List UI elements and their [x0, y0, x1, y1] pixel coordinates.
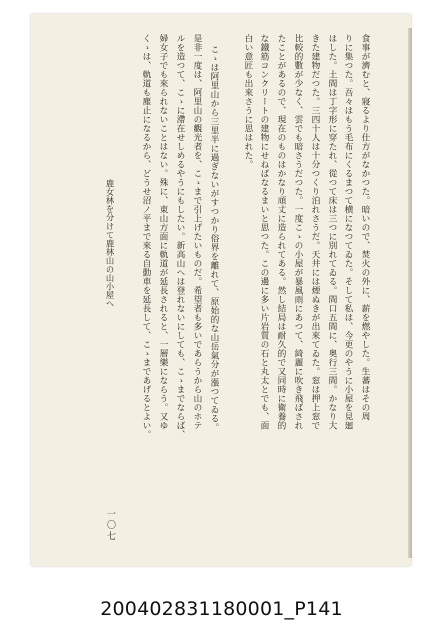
text-column: 婦女子でも來られないことはない。殊に、東山方面に軌道が延長されると、一層樂にならう。又ゆ: [158, 34, 168, 430]
text-column: こゝは阿里山から三里半に過ぎないがすつかり俗界を離れて、原始的な山岳氣分が漲つてゐる。: [209, 45, 219, 432]
text-column: りに集つた。吾々はもう毛布にくるまつて横になつてゐた。そして私は、今更のやうに小屋を見廻: [343, 34, 353, 430]
text-column: きた建物だつた。三四十人は十分つくり泊れさうだ。天井には煙ぬきが出來てゐた。窓は押上窓で: [310, 34, 320, 430]
text-column: 是非一度は、阿里山の觀光者を、こゝまで引上げたいものだ。希望者も多いであらうから山のホテ: [192, 34, 202, 430]
text-column: ルを造つて、こゝに滯在せしめるやうにもしたい。新高山へは登れないにしても、こゝまでならば、: [175, 34, 185, 439]
text-column: 比較的數が少なく、雲でも暗さうだつた。一度こゝの小屋が暴風雨にあつて、綺麗に吹き飛ばされ: [293, 34, 303, 430]
running-heading: 鹿女林を分けて鹿林山の山小屋へ: [105, 179, 115, 308]
text-column: はした。土間は丁字形に穿たれ、從つて床は三つに別れてゐる。間口五間に、奥行三間。かなり大: [327, 34, 337, 430]
document-page: [31, 14, 411, 566]
image-caption: 200402831180001_P141: [100, 598, 343, 620]
page-edge: [408, 28, 412, 558]
text-column: 白い意匠も出來さうに思はれた。: [243, 34, 253, 169]
text-column: たことがあるので、現在のものはかなり頑丈に造られてある。然し結局は耐久的で又同時に衛養的: [276, 34, 286, 430]
page-number: 一〇七: [105, 509, 115, 542]
text-column: くゝは、軌道も塵止になるから、どうせ沼ノ平まで來る自動車を延長して、こゝまであげるとよい。: [141, 34, 151, 439]
text-column: 食事が濟むと、寢るより仕方がなかつた。暗いので、焚火の外に、薪を燃やした。生蕃はその周: [360, 34, 370, 421]
text-column: な鐵筋コンクリートの建物にせねばなるまいと思つた。この邊に多い片岩質の石と丸太とでも、面: [259, 34, 269, 430]
